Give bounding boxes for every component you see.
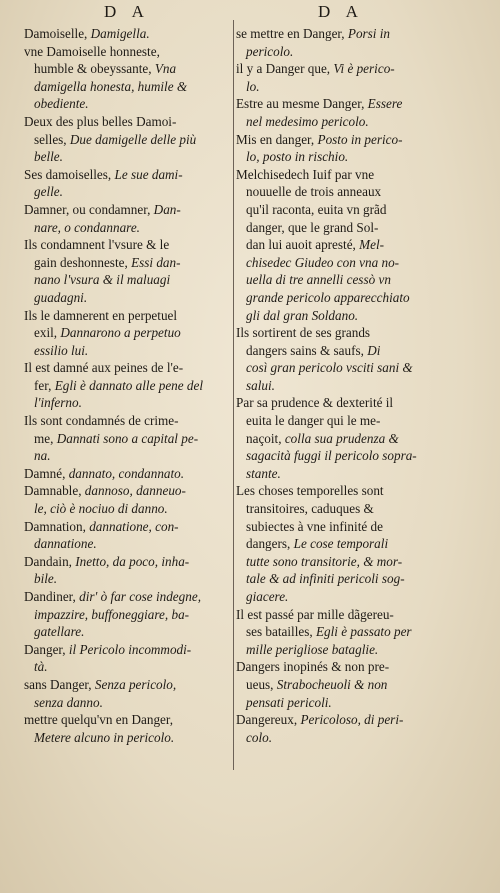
dictionary-entry: [24, 482, 229, 517]
french-text: Il est damné aux peines de l'e-: [24, 360, 184, 376]
entry-line: [24, 606, 229, 624]
italian-text: il Pericolo incommodi-: [68, 641, 192, 657]
entry-line: [236, 78, 476, 96]
italian-text: essilio lui.: [34, 342, 89, 358]
dictionary-entry: [236, 658, 476, 711]
french-text: Danger,: [24, 641, 69, 657]
italian-text: l'inferno.: [34, 395, 82, 411]
italian-text: nel medesimo pericolo.: [246, 113, 369, 129]
dictionary-entry: [24, 25, 229, 43]
entry-line: [236, 324, 476, 342]
italian-text: Mel-: [359, 237, 385, 253]
italian-text: bile.: [34, 571, 58, 587]
dictionary-entry: [24, 166, 229, 201]
italian-text: Egli è dannato alle pene del: [54, 377, 204, 393]
french-text: Damnation,: [24, 518, 90, 534]
italian-text: guadagni.: [34, 289, 88, 305]
entry-line: [236, 95, 476, 113]
entry-line: [24, 553, 229, 571]
french-text: me,: [34, 430, 57, 446]
page-margin: [0, 780, 500, 893]
italian-text: Senza pericolo,: [94, 676, 177, 692]
french-text: Mis en danger,: [236, 131, 318, 147]
french-text: fer,: [34, 377, 55, 393]
french-text: Estre au mesme Danger,: [236, 96, 368, 112]
italian-text: colla sua prudenza &: [284, 430, 399, 446]
entry-line: [236, 307, 476, 325]
dictionary-entry: [24, 553, 229, 588]
italian-text: così gran pericolo vsciti sani &: [246, 360, 413, 376]
entry-line: [24, 113, 229, 131]
italian-text: pensati pericoli.: [246, 694, 332, 710]
dictionary-entry: [236, 60, 476, 95]
dictionary-entry: [236, 25, 476, 60]
entry-line: [24, 535, 229, 553]
italian-text: lo.: [246, 78, 260, 94]
italian-text: pericolo.: [246, 43, 294, 59]
french-text: Dandiner,: [24, 589, 80, 604]
entry-line: [236, 430, 476, 448]
french-text: Deux des plus belles Damoi-: [24, 113, 177, 129]
dictionary-entry: [24, 307, 229, 360]
entry-line: [24, 43, 229, 61]
french-text: Il est passé par mille dãgereu-: [236, 606, 394, 622]
french-text: Dangereux,: [236, 712, 301, 728]
italian-text: lo, posto in rischio.: [246, 149, 349, 165]
column-divider: [233, 20, 234, 770]
entry-line: [236, 570, 476, 588]
entry-line: [236, 711, 476, 729]
italian-text: Dan-: [153, 201, 181, 217]
entry-line: [24, 641, 229, 659]
italian-text: damigella honesta, humile &: [34, 78, 188, 94]
italian-text: mille perigliose bataglie.: [246, 641, 379, 657]
entry-line: [24, 148, 229, 166]
french-text: exil,: [34, 325, 61, 341]
entry-line: [236, 359, 476, 377]
french-text: Ils le damnerent en perpetuel: [24, 307, 178, 323]
entry-line: [236, 412, 476, 430]
french-text: ses batailles,: [246, 624, 316, 640]
french-text: il y a Danger que,: [236, 61, 334, 77]
italian-text: Posto in perico-: [317, 131, 403, 147]
french-text: Damnable,: [24, 483, 85, 499]
french-text: humble & obeyssante,: [34, 61, 155, 77]
dictionary-entry: [24, 711, 229, 746]
french-text: se mettre en Danger,: [236, 26, 348, 41]
french-text: selles,: [34, 131, 70, 147]
entry-line: [24, 219, 229, 237]
italian-text: colo.: [246, 729, 273, 745]
running-head-right: D A: [318, 2, 364, 21]
entry-line: [24, 201, 229, 219]
french-text: danger, que le grand Sol-: [246, 219, 379, 235]
dictionary-entry: [24, 43, 229, 113]
entry-line: [24, 307, 229, 325]
entry-line: [24, 377, 229, 395]
italian-text: stante.: [246, 465, 281, 481]
entry-line: [236, 236, 476, 254]
dictionary-entry: [236, 394, 476, 482]
entry-line: [236, 148, 476, 166]
dictionary-entry: [24, 676, 229, 711]
italian-text: dannoso, danneuo-: [84, 483, 186, 499]
entry-line: [236, 676, 476, 694]
french-text: Par sa prudence & dexterité il: [236, 395, 394, 411]
french-text: dangers,: [246, 536, 294, 552]
entry-line: [24, 271, 229, 289]
italian-text: le, ciò è nociuo di danno.: [34, 501, 168, 517]
entry-line: [236, 500, 476, 518]
italian-text: senza danno.: [34, 694, 103, 710]
entry-line: [24, 95, 229, 113]
italian-text: tale & ad infiniti pericoli sog-: [246, 571, 405, 587]
right-column: [236, 25, 476, 746]
french-text: subiectes à vne infinité de: [246, 518, 383, 534]
italian-text: chisedec Giudeo con vna no-: [246, 254, 400, 270]
dictionary-entry: [24, 359, 229, 412]
french-text: sans Danger,: [24, 676, 95, 692]
entry-line: [24, 570, 229, 588]
italian-text: uella di tre annelli cessò vn: [246, 272, 391, 288]
entry-line: [24, 447, 229, 465]
entry-line: [24, 394, 229, 412]
dictionary-entry: [24, 641, 229, 676]
french-text: gain deshonneste,: [34, 254, 132, 270]
italian-text: obediente.: [34, 96, 89, 112]
entry-line: [236, 183, 476, 201]
entry-line: [236, 166, 476, 184]
italian-text: Le cose temporali: [293, 536, 389, 552]
italian-text: Damigella.: [90, 26, 150, 41]
french-text: Melchisedech Iuif par vne: [236, 166, 375, 182]
italian-text: Le sue dami-: [114, 166, 183, 182]
entry-line: [24, 78, 229, 96]
entry-line: [24, 500, 229, 518]
italian-text: gelle.: [34, 184, 63, 200]
french-text: Ses damoiselles,: [24, 166, 115, 182]
italian-text: tà.: [34, 659, 48, 675]
entry-line: [236, 201, 476, 219]
entry-line: [24, 658, 229, 676]
dictionary-entry: [24, 588, 229, 641]
entry-line: [236, 729, 476, 747]
italian-text: Metere alcuno in pericolo.: [34, 729, 175, 745]
entry-line: [24, 359, 229, 377]
french-text: Ils sont condamnés de crime-: [24, 413, 179, 429]
dictionary-entry: [24, 236, 229, 306]
entry-line: [24, 623, 229, 641]
french-text: dangers sains & saufs,: [246, 342, 368, 358]
entry-line: [236, 342, 476, 360]
entry-line: [24, 711, 229, 729]
french-text: Les choses temporelles sont: [236, 483, 384, 499]
italian-text: Egli è passato per: [315, 624, 412, 640]
entry-line: [24, 676, 229, 694]
entry-line: [236, 254, 476, 272]
french-text: mettre quelqu'vn en Danger,: [24, 712, 174, 728]
entry-line: [24, 183, 229, 201]
french-text: vne Damoiselle honneste,: [24, 43, 160, 59]
entry-line: [236, 394, 476, 412]
entry-line: [236, 271, 476, 289]
french-text: dan lui auoit apresté,: [246, 237, 360, 253]
french-text: Ils sortirent de ses grands: [236, 325, 371, 341]
italian-text: nare, o condannare.: [34, 219, 140, 235]
entry-line: [24, 166, 229, 184]
italian-text: Dannarono a perpetuo: [60, 325, 181, 341]
italian-text: giacere.: [246, 589, 289, 604]
french-text: Ils condamnent l'vsure & le: [24, 237, 170, 253]
entry-line: [24, 324, 229, 342]
dictionary-entry: [24, 201, 229, 236]
italian-text: grande pericolo apparecchiato: [246, 289, 410, 305]
french-text: Dangers inopinés & non pre-: [236, 659, 390, 675]
italian-text: sagacità fuggi il pericolo sopra-: [246, 448, 417, 464]
dictionary-entry: [236, 606, 476, 659]
dictionary-entry: [24, 113, 229, 166]
french-text: transitoires, caduques &: [246, 501, 374, 517]
italian-text: dannato, condannato.: [68, 465, 185, 481]
entry-line: [24, 430, 229, 448]
italian-text: impazzire, buffoneggiare, ba-: [34, 606, 190, 622]
italian-text: Di: [367, 342, 381, 358]
italian-text: tutte sono transitorie, & mor-: [246, 553, 403, 569]
entry-line: [24, 465, 229, 483]
french-text: Damné,: [24, 465, 69, 481]
dictionary-entry: [236, 711, 476, 746]
italian-text: dannatione, con-: [89, 518, 179, 534]
dictionary-entry: [236, 131, 476, 166]
entry-line: [236, 641, 476, 659]
french-text: qu'il raconta, euita vn grãd: [246, 201, 387, 217]
entry-line: [236, 606, 476, 624]
entry-line: [24, 254, 229, 272]
italian-text: Inetto, da poco, inha-: [75, 553, 190, 569]
italian-text: gli dal gran Soldano.: [246, 307, 359, 323]
french-text: Damner, ou condamner,: [24, 201, 154, 217]
italian-text: nano l'vsura & il maluagi: [34, 272, 171, 288]
italian-text: Essere: [367, 96, 403, 112]
italian-text: Dannati sono a capital pe-: [56, 430, 199, 446]
entry-line: [236, 113, 476, 131]
french-text: ueus,: [246, 676, 277, 692]
entry-line: [24, 482, 229, 500]
italian-text: Pericoloso, di peri-: [300, 712, 404, 728]
entry-line: [236, 623, 476, 641]
italian-text: dannatione.: [34, 536, 97, 552]
italian-text: dir' ò far cose indegne,: [79, 589, 201, 604]
entry-line: [236, 447, 476, 465]
entry-line: [236, 465, 476, 483]
entry-line: [236, 377, 476, 395]
entry-line: [236, 289, 476, 307]
entry-line: [236, 219, 476, 237]
dictionary-entry: [236, 482, 476, 605]
entry-line: [24, 289, 229, 307]
entry-line: [236, 535, 476, 553]
italian-text: Strabocheuoli & non: [276, 676, 388, 692]
dictionary-entry: [24, 465, 229, 483]
italian-text: belle.: [34, 149, 63, 165]
italian-text: Vi è perico-: [333, 61, 395, 77]
entry-line: [236, 658, 476, 676]
entry-line: [24, 25, 229, 43]
entry-line: [236, 43, 476, 61]
entry-line: [236, 60, 476, 78]
entry-line: [236, 482, 476, 500]
entry-line: [24, 518, 229, 536]
italian-text: na.: [34, 448, 51, 464]
left-column: [24, 25, 229, 746]
entry-line: [24, 236, 229, 254]
entry-line: [236, 131, 476, 149]
dictionary-entry: [24, 518, 229, 553]
italian-text: Essi dan-: [131, 254, 181, 270]
french-text: Damoiselle,: [24, 26, 91, 41]
entry-line: [24, 588, 229, 606]
french-text: euita le danger qui le me-: [246, 413, 381, 429]
running-head-left: D A: [104, 2, 150, 21]
entry-line: [236, 588, 476, 606]
italian-text: Vna: [154, 61, 177, 77]
italian-text: gatellare.: [34, 624, 85, 640]
entry-line: [24, 694, 229, 712]
dictionary-entry: [24, 412, 229, 465]
french-text: Dandain,: [24, 553, 76, 569]
entry-line: [236, 694, 476, 712]
entry-line: [24, 342, 229, 360]
entry-line: [24, 412, 229, 430]
entry-line: [236, 553, 476, 571]
dictionary-entry: [236, 95, 476, 130]
entry-line: [24, 131, 229, 149]
entry-line: [236, 518, 476, 536]
entry-line: [24, 60, 229, 78]
entry-line: [236, 25, 476, 43]
italian-text: salui.: [246, 377, 275, 393]
entry-line: [24, 729, 229, 747]
italian-text: Due damigelle delle più: [69, 131, 197, 147]
dictionary-entry: [236, 324, 476, 394]
italian-text: Porsi in: [347, 26, 391, 41]
french-text: naçoit,: [246, 430, 285, 446]
dictionary-entry: [236, 166, 476, 324]
french-text: nouuelle de trois anneaux: [246, 184, 382, 200]
